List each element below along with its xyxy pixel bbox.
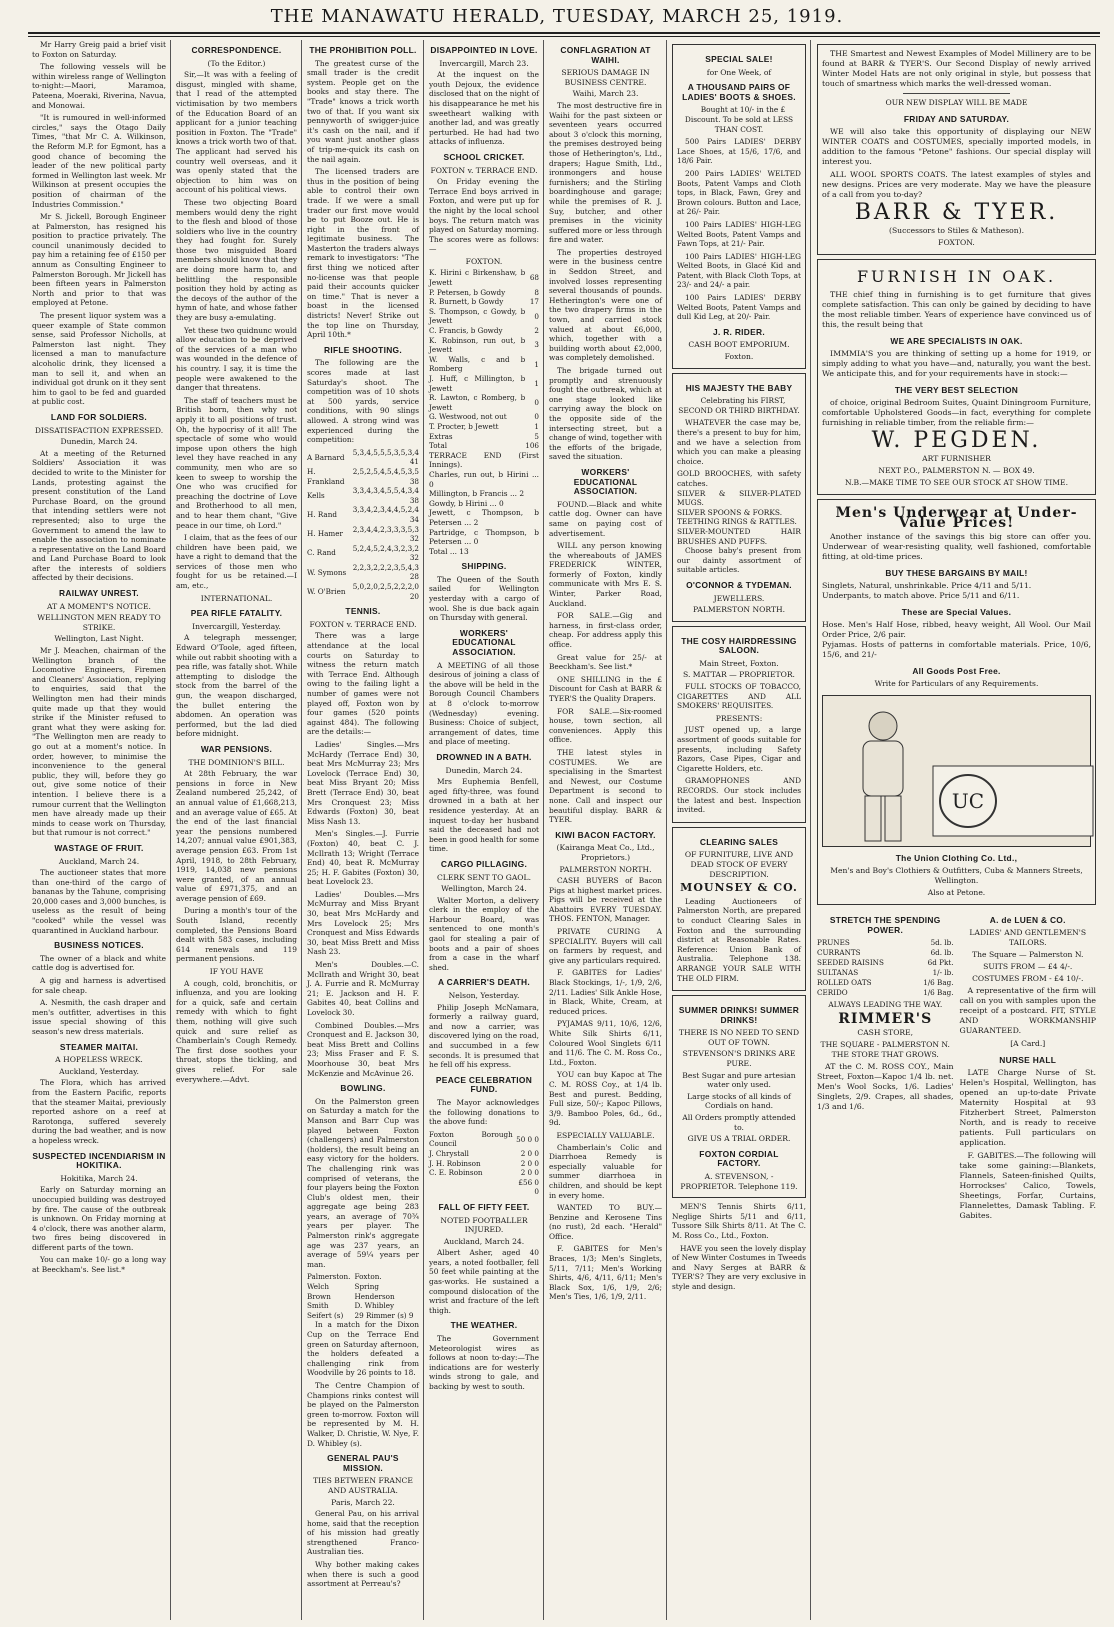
article-body: The Flora, which has arrived from the Eastern Pacific, reports that the steamer Maitai, previously reported ashore on a reef at Rarotonga, suffered severely during the bad weather, and is now a hopeless wreck. <box>32 1078 166 1145</box>
headline-fall-of-fifty-feet: FALL OF FIFTY FEET. <box>438 1201 530 1212</box>
table-row: Extras 5 <box>429 431 539 441</box>
headline-shipping: SHIPPING. <box>461 561 507 572</box>
headline-land-for-soldiers: LAND FOR SOLDIERS. <box>50 411 148 422</box>
clearing-sales-ad <box>672 827 806 991</box>
barr-tyer-ad <box>817 44 1096 255</box>
ad-item: TEETHING RINGS & RATTLES. <box>677 517 797 527</box>
ad-item: SILVER-MOUNTED HAIR BRUSHES AND PUFFS. <box>677 526 801 546</box>
headline-bowling: BOWLING. <box>340 1083 386 1094</box>
dateline: Dunedin, March 24. <box>445 765 523 775</box>
ad-subheading: OF FURNITURE, LIVE AND DEAD STOCK OF EVERY DESCRIPTION. <box>684 850 794 879</box>
article-body: Ladies' Doubles.—Mrs McMurray and Miss Bryant 30, beat Mrs McHardy and Mrs Lovelock 25; Mrs Cronquest and Miss Edwards 30, beat Miss Brett and Miss Nash 23. <box>307 889 419 957</box>
baby-jeweller-ad <box>672 373 806 622</box>
place-name: FOXTON. <box>938 238 975 247</box>
ad-body: Best Sugar and pure artesian water only used. <box>682 1070 796 1090</box>
article-body: Men's Singles.—J. Furrie (Foxton) 40, beat C. J. McIlrath 13; Wright (Terrace End) 40, beat R. McMurray 25; H. F. Gabites (Foxton) 30, beat Lovelock 23. <box>307 829 419 887</box>
table-row: J. H. Robinson 2 0 0 <box>429 1158 539 1168</box>
article-body: The greatest curse of the small trader is the credit system. People get on the books and stay there. The "Trade" knows a trick worth two of that. If you want six pennyworth of swigger-juice it's cash on the nail, and if you want just another glass of trip-me-quick its cash on the nail again. <box>307 58 419 164</box>
ad-body: Choose baby's present from our dainty assortment of suitable articles. <box>677 546 801 575</box>
dateline: Auckland, Yesterday. <box>59 1066 139 1076</box>
table-row: H. Hamer 2,3,4,4,2,3,3,3,5,3 32 <box>307 524 419 544</box>
classified-ad: PYJAMAS 9/11, 10/6, 12/6, White Silk Shirts 6/11, Coloured Wool Singlets 6/11 and 11/6. The C. M. Ross Co., Ltd., Foxton. <box>549 1019 662 1067</box>
address: The Square — Palmerston N. <box>972 950 1084 959</box>
subheadline: CLERK SENT TO GAOL. <box>436 872 531 882</box>
table-row: J. Huff, c Millington, b Jewett 1 <box>429 374 539 393</box>
place-name: Foxton. <box>724 352 754 362</box>
article-body: On Friday evening the Terrace End boys arrived in Foxton, and were put up for the night by the local school boys. The return match was played on Saturday morning. The scores were as follows:— <box>429 177 539 254</box>
column-divider <box>810 40 811 1620</box>
dateline: Hokitika, March 24. <box>60 1173 138 1183</box>
headline-business-notices: BUSINESS NOTICES. <box>54 940 144 951</box>
article-body: At the inquest on the youth Dejoux, the evidence disclosed that on the night of his disappearance he met his sweetheart walking with another lad, and was greatly perturbed. He had had two attacks of influenza. <box>429 70 539 147</box>
ad-subheading: for One Week, of <box>706 67 772 77</box>
news-item: The present liquor system was a queer example of State common sense, said Professor Nicholls, at Palmerston last night. They licensed a man to manufacture alcoholic drink, they licensed a man to sell it, and when an individual got drunk on it they sent him to gaol to be fed and guarded at public cost. <box>32 311 166 407</box>
ad-subheading: PRESENTS: <box>715 713 763 723</box>
ad-body: IMMMIA'S you are thinking of setting up a home for 1919, or simply adding to what you have—and, naturally, you want the best. We anticipate this, and for your requirements have in stock:— <box>822 349 1091 378</box>
column-6 <box>668 40 810 1620</box>
summer-drinks-ad <box>672 995 806 1198</box>
subheadline: (To the Editor.) <box>207 58 266 68</box>
classified-ad: FOUND.—Black and white cattle dog. Owner can have same on paying cost of advertisement. <box>549 499 662 538</box>
advertiser-name: W. PEGDEN. <box>871 428 1042 453</box>
table-row: Foxton Borough Council 50 0 0 <box>429 1129 539 1149</box>
ad-item: GOLD BROOCHES, with safety catches. <box>677 469 801 488</box>
classified-ad: F. GABITES for Men's Braces, 1/3; Men's Singlets, 5/11, 7/11; Men's Working Shirts, 4/6, 4/11, 6/11; Men's Black Sox, 1/6, 1/9, 2/6; Men's Ties, 1/6, 1/9, 2/11. <box>549 1244 662 1302</box>
column-7 <box>813 40 1100 1620</box>
headline-conflagration-waihi: CONFLAGRATION AT WAIHI. <box>560 45 651 65</box>
table-row: Smith D. Whibley <box>307 1301 395 1311</box>
news-item: Mr Harry Greig paid a brief visit to Foxton on Saturday. <box>32 40 166 59</box>
table-row: H. Frankland 2,5,2,5,4,5,4,5,3,5 38 <box>307 466 419 486</box>
advertisement-body: CASH BUYERS of Bacon Pigs at highest market prices. Pigs will be received at the Abattoirs EVERY TUESDAY. THOS. FENTON, Manager. <box>549 876 662 924</box>
ad-heading: Men's Underwear at Under-Value Prices! <box>835 505 1078 531</box>
headline-prohibition-poll: THE PROHIBITION POLL. <box>309 45 417 55</box>
letter-body: Yet these two quidnunc would allow education to be deprived of the services of a man who was wounded in the defence of his country. I say, it is time the people were awakened to the danger that threatens. <box>176 325 297 393</box>
donations-table <box>429 1130 539 1197</box>
article-body: A gig and harness is advertised for sale cheap. <box>32 976 166 995</box>
advertiser-name: BARR & TYER. <box>854 200 1059 225</box>
article-body: Mr J. Meachen, chairman of the Wellington branch of the Locomotive Engineers, Firemen and Cleaners' Association, replying to enquiries, said that the Wellington men had their minds quite made up that they would strike if the Minister refused to grant what they were asking for. "The Wellington men are ready to go out at a moment's notice. In order, however, to minimise the inconvenience to the general public, they will, before they go out, give some notice of their intention. I believe there is a rumour current that the Wellington men have already made up their minds to cease work on Thursday, but that rumour is not correct." <box>32 646 166 838</box>
ad-body: GIVE US A TRIAL ORDER. <box>687 1134 791 1144</box>
article-body: Ladies' Singles.—Mrs McHardy (Terrace End) 30, beat Mrs McMurray 23; Mrs Lovelock (Terrace End) 30, beat Miss Bryant 20; Miss Brett (Terrace End) 30, beat Mrs Cronquest 23; Miss Edwards (Foxton) 30, beat Miss Nash 13. <box>307 739 419 826</box>
advertisement-line: You can make 10/- go a long way at Beeckham's. See list.* <box>32 1255 166 1275</box>
ad-item: 100 Pairs LADIES' HIGH-LEG Welted Boots, in Glacé Kid and Patent, with Black Cloth Tops, at 23/- and 24/- a pair. <box>677 251 801 290</box>
ad-heading: NURSE HALL <box>999 1055 1057 1065</box>
pegden-ad <box>817 259 1096 495</box>
ad-body: THERE IS NO NEED TO SEND OUT OF TOWN. <box>678 1028 800 1047</box>
article-body: The Centre Champion of Champions rinks contest will be played on the Palmerston green to-morrow. Foxton will be represented by M. H. Walker, D. Christie, W. Nye, F. D. Whibley (s). <box>307 1380 419 1448</box>
column-5 <box>545 40 666 1620</box>
masthead: THE MANAWATU HERALD, TUESDAY, MARCH 25, 1919. <box>270 6 844 27</box>
classified-ad: WANTED TO BUY.—Benzine and Kerosene Tins (no rust), 2d each. "Herald" Office. <box>549 1203 662 1241</box>
column-2 <box>172 40 301 1620</box>
column-3 <box>303 40 423 1620</box>
article-body: At 28th February, the war pensions in force in New Zealand numbered 25,242, of an annual value of £1,668,213, and an average value of £65. At the end of the last financial year the pensions numbered 14,207; annual value £901,383, average pension £63. From 1st April, 1918, to 28th February, 1919, 14,038 new pensions were granted, of an annual value of £971,375, and an average pension of £69. <box>176 769 297 903</box>
advertiser-business: CASH STORE, <box>857 1028 914 1037</box>
article-body: The Queen of the South sailed for Wellington yesterday with a cargo of wool. She is due back again on Thursday with general. <box>429 574 539 623</box>
divider <box>903 93 1011 94</box>
news-item: The following vessels will be within wireless range of Wellington to-night:—Maori, Maramoa, Pateena, Moeraki, Riverina, Navua, and Monowai. <box>32 62 166 110</box>
table-row: PRUNES 5d. lb. <box>817 938 954 947</box>
ad-heading: HIS MAJESTY THE BABY <box>685 382 793 393</box>
classified-ad: FOR SALE.—Gig and harness, in first-class order, cheap. For address apply this office. <box>549 611 662 650</box>
subheadline: DISSATISFACTION EXPRESSED. <box>34 425 164 435</box>
ad-item: Pyjamas. Hosts of patterns in comfortable materials. Price, 10/6, 15/6, and 21/- <box>822 640 1091 659</box>
ad-body: FULL STOCKS OF TOBACCO, CIGARETTES AND ALL SMOKERS' REQUISITES. <box>677 682 801 711</box>
article-body: A MEETING of all those desirous of joining a class of the above will be held in the Borough Council Chambers at 8 o'clock to-morrow (Wednesday) evening. Business: Choice of subject, arrangement of dates, time and place of meeting. <box>429 660 539 747</box>
classified-ad: Great value for 25/- at Beeckham's. See list.* <box>549 652 662 672</box>
article-body: At a meeting of the Returned Soldiers' Association it was decided to write to the Minister for Lands, protesting against the present constitution of the Land Purchase Board, on the ground that intending settlers were not represented; also to urge the Government to amend the law to enable the association to nominate a representative on the Land Board and Land Purchase Board to look after the interests of soldiers affected by their decisions. <box>32 448 166 583</box>
ad-label: [A Card.] <box>1010 1039 1046 1048</box>
article-body: The Mayor acknowledges the following donations to the above fund: <box>429 1097 539 1127</box>
headline-rifle-shooting: RIFLE SHOOTING. <box>323 344 402 355</box>
ad-price: COSTUMES FROM - £4 10/-. <box>972 974 1084 983</box>
man-in-underwear-illustration <box>822 695 1091 847</box>
ad-body: ALL WOOL SPORTS COATS. The latest examples of styles and new designs. Prices are very moderate. May we have the pleasure of a call from you to-day? <box>822 170 1091 199</box>
table-row: Palmerston. Foxton. <box>307 1272 382 1282</box>
table-row: H. Rand 3,3,4,2,3,4,4,5,2,4 34 <box>307 505 419 524</box>
headline-school-cricket: SCHOOL CRICKET. <box>443 151 525 162</box>
table-row: SULTANAS 1/- lb. <box>817 968 954 977</box>
ad-note: Write for Particulars of any Requirements. <box>874 679 1039 688</box>
classified-ad: HAVE you seen the lovely display of New Winter Costumes in Tweeds and Navy Serges at BARR & TYER'S? They are very exclusive in style and design. <box>672 1243 806 1291</box>
subheadline: THE DOMINION'S BILL. <box>188 757 285 767</box>
classified-ad: F. GABITES for Ladies' Black Stockings, 1/-, 1/9, 2/6, 2/11. Ladies' Silk Ankle Hose, in Black, White, Cream, at reduced prices. <box>549 968 662 1016</box>
advertiser-business: CASH BOOT EMPORIUM. <box>688 340 790 350</box>
classified-ad: AT the C. M. ROSS COY., Main Street, Foxton—Kapoc 1/4 lb. net. Men's Wool Socks, 1/6. Ladies' Singlets, 2/9. Crapes, all shades, 1/3 and 1/6. <box>817 1062 954 1111</box>
table-row: R. Lawton, c Romberg, b Jewett 0 <box>429 393 539 412</box>
special-sale-ad <box>672 44 806 369</box>
headline-steamer-maitai: STEAMER MAITAI. <box>59 1041 139 1052</box>
article-body: The owner of a black and white cattle dog is advertised for. <box>32 953 166 973</box>
advertiser-name: The Union Clothing Co. Ltd., <box>895 853 1018 863</box>
bottom-ads-row <box>817 909 1096 1224</box>
ad-item: 100 Pairs LADIES' DERBY Welted Boots, Patent Vamps and dull Kid Leg, at 20/- Pair. <box>677 293 801 322</box>
innings-heading: TERRACE END (First Innings). <box>429 450 539 470</box>
ad-heading: CLEARING SALES <box>699 836 779 847</box>
ad-heading: A THOUSAND PAIRS OF LADIES' BOOTS & SHOES. <box>682 82 796 102</box>
ad-item: Hose. Men's Half Hose, ribbed, heavy weight, All Wool. Our Mail Order Price, 2/6 pair. <box>822 620 1091 639</box>
hairdressing-ad <box>672 626 806 823</box>
dateline: Paris, March 22. <box>331 1497 395 1507</box>
address: Main Street, Foxton. <box>699 658 779 668</box>
subheadline: WELLINGTON MEN READY TO STRIKE. <box>37 613 161 632</box>
ad-heading: ESPECIALLY VALUABLE. <box>556 1130 655 1140</box>
ad-body: Another instance of the savings this big store can offer you. Underwear of wear-resisting quality, well fashioned, comfortable fitting, at old-time prices. <box>822 532 1091 561</box>
classified-ad: MEN'S Tennis Shirts 6/11, Neglige Shirts 5/11 and 6/11, Tussore Silk Shirts 8/11. At The C. M. Ross Co., Ltd., Foxton. <box>672 1202 806 1240</box>
table-row: Brown Henderson <box>307 1291 395 1301</box>
score-line: Charles, run out, b Hirini ... 0 <box>429 469 539 489</box>
letter-body: I claim, that as the fees of our children have been paid, we have a right to demand that the services of those men who fought for us be retained.—I am, etc., <box>176 533 297 591</box>
headline-general-pau: GENERAL PAU'S MISSION. <box>327 1453 399 1473</box>
rifle-scores-table <box>307 448 419 602</box>
table-row: K. Hirini c Birkenshaw, b Jewett 68 <box>429 268 539 288</box>
subheadline: (Kairanga Meat Co., Ltd., Proprietors.) <box>556 843 655 862</box>
article-body: The properties destroyed were in the business centre in Seddon Street, and involved losses representing several thousands of pounds. Hetherington's were one of the two drapery firms in the town, and carried stock valued at about £6,000, which, together with a building worth about £2,000, was completely demolished. <box>549 247 662 363</box>
advertiser-name: MOUNSEY & CO. <box>680 881 798 895</box>
ad-body: of choice, original Bedroom Suites, Quaint Diningroom Furniture, comfortable Upholstered Goods—in fact, everything for complete furnishing in reliable timber, from the reliable firm:— <box>822 398 1091 427</box>
subheadline: A HOPELESS WRECK. <box>55 1055 143 1065</box>
column-divider <box>666 40 667 1620</box>
advertiser-name: FOXTON CORDIAL FACTORY. <box>699 1148 779 1169</box>
ad-body: Large stocks of all kinds of Cordials on hand. <box>687 1091 791 1111</box>
de-luen-ad <box>960 909 1097 1224</box>
headline-wastage-of-fruit: WASTAGE OF FRUIT. <box>54 842 144 853</box>
score-line: Total ... 13 <box>429 546 469 556</box>
headline-peace-fund: PEACE CELEBRATION FUND. <box>435 1074 533 1095</box>
classified-ad: Chamberlain's Colic and Diarrhoea Remedy is especially valuable for summer diarrhoea in children, and should be kept in every home. <box>549 1142 662 1200</box>
score-line: Gowdy, b Hirini ... 0 <box>429 498 504 508</box>
ad-heading: IF YOU HAVE <box>209 967 264 977</box>
ad-body: STEVENSON'S DRINKS ARE PURE. <box>682 1049 796 1069</box>
advertiser-name: RIMMER'S <box>838 1011 933 1027</box>
headline-incendiarism: SUSPECTED INCENDIARISM IN HOKITIKA. <box>32 1150 166 1171</box>
column-1 <box>28 40 170 1620</box>
ad-body: Celebrating his FIRST, SECOND OR THIRD BIRTHDAY. <box>678 396 800 415</box>
ad-body: WE will also take this opportunity of displaying our NEW WINTER COATS and COSTUMES, specially imported models, in addition to the famous "Petone" fashions. Our special display will interest you. <box>822 127 1091 166</box>
column-divider <box>170 40 171 1620</box>
article-body: Albert Asher, aged 40 years, a noted footballer, fell 50 feet while painting at the gas-works. He sustained a compound dislocation of the wrist and fracture of the left thigh. <box>429 1248 539 1315</box>
table-row: C. Francis, b Gowdy 2 <box>429 326 539 336</box>
dateline: Waihi, March 23. <box>572 89 639 99</box>
advertisement-body: PRIVATE CURING A SPECIALITY. Buyers will call on farmers by request, and give any particulars required. <box>549 927 662 965</box>
article-body: In a match for the Dixon Cup on the Terrace End green on Saturday afternoon, the holders defeated a challenging rink from Woodville by 26 points to 18. <box>307 1320 419 1378</box>
article-body: The following are the scores made at last Saturday's shoot. The competition was of 10 shots at 500 yards, service conditions, with 90 slings allowed. A strong wind was experienced during the competition: <box>307 358 419 445</box>
ad-subheading: These are Special Values. <box>901 607 1012 617</box>
column-divider <box>301 40 302 1620</box>
table-row: K. Robinson, run out, b Jewett 3 <box>429 335 539 355</box>
svg-text:UC: UC <box>951 789 985 813</box>
address: Men's and Boy's Clothiers & Outfitters, Cuba & Manners Streets, Wellington. <box>830 866 1083 885</box>
subheadline: NOTED FOOTBALLER INJURED. <box>440 1215 528 1235</box>
table-row: Kells 3,3,4,3,4,5,5,4,3,4 38 <box>307 486 419 505</box>
dateline: Auckland, March 24. <box>58 856 140 866</box>
table-row: T. Procter, b Jewett 1 <box>429 421 539 431</box>
ad-heading: THE VERY BEST SELECTION <box>894 385 1019 395</box>
article-body: The brigade turned out promptly and strenuously fought the outbreak, which at one stage looked like carrying away the block on the opposite side of the intersecting street, but a change of wind, together with the efforts of the brigade, saved the situation. <box>549 366 662 462</box>
headline-workers-education: WORKERS' EDUCATIONAL ASSOCIATION. <box>452 627 516 658</box>
table-row: Total 106 <box>429 441 539 451</box>
table-row: P. Petersen, b Gowdy 8 <box>429 287 539 297</box>
ad-heading: STRETCH THE SPENDING POWER. <box>829 915 941 935</box>
letter-body: Sir,—It was with a feeling of disgust, mingled with shame, that I read of the attempted victimisation by two members of the Education Board of an applicant for a junior teaching position in Foxton. The "Trade" knows a trick worth two of that. The applicant had served his country well overseas, and it was openly stated that the objection to him was on account of his political views. <box>176 70 297 195</box>
ad-heading: FRIDAY AND SATURDAY. <box>903 114 1010 124</box>
article-body: Mrs Euphemia Benfell, aged fifty-three, was found drowned in a bath at her residence yesterday. At an inquest to-day her husband said the deceased had not been in good health for some time. <box>429 777 539 854</box>
dateline: Wellington, Last Night. <box>54 634 144 644</box>
headline-kiwi-bacon: KIWI BACON FACTORY. <box>555 829 656 840</box>
ad-item: 200 Pairs LADIES' WELTED Boots, Patent Vamps and Cloth tops, in Black, Fawn, Grey and Brown colours. Button and Lace, at 26/- Pair. <box>677 168 801 217</box>
ad-note: All Goods Post Free. <box>912 666 1001 676</box>
ad-item: Underpants, to match above. Price 5/11 and 6/11. <box>822 591 1020 600</box>
masthead-rule-thin <box>28 36 1100 37</box>
ad-body: Leading Auctioneers of Palmerston North, are prepared to conduct Clearing Sales in Foxton and the surrounding district at Reasonable Rates. Reference: Union Bank of Australia. Telephone 138. ARRANGE YOUR SALE WITH THE OLD FIRM. <box>677 896 801 983</box>
union-clothing-ad <box>817 499 1096 905</box>
headline-weather: THE WEATHER. <box>450 1320 518 1331</box>
team-name: FOXTON. <box>465 256 503 266</box>
ad-body: A representative of the firm will call on you with samples upon the receipt of a postcard. FIT, STYLE AND WORKMANSHIP GUARANTEED. <box>959 986 1096 1035</box>
ad-body: All Orders promptly attended to. <box>682 1113 796 1132</box>
headline-workers-association: WORKERS' EDUCATIONAL ASSOCIATION. <box>573 466 638 497</box>
article-body: The licensed traders are thus in the position of being able to control their own trade. If we were a small trader our first move would be to put Booze out. He is right in the front of legitimate business. The Masterton the traders always remark to investigators: "The first thing we noticed after no-license was that people paid their accounts quicker on time." That is never a boast in the licensed districts! Never! Strike out the top line on Thursday, April 10th.* <box>307 167 419 340</box>
ad-item: 500 Pairs LADIES' DERBY Lace Shoes, at 15/6, 17/6, and 18/6 Pair. <box>677 137 801 166</box>
article-body: There was a large attendance at the local courts on Saturday to witness the return match with Terrace End. Although owing to the failing light a number of games were not played off, Foxton won by four games (520 points against 484). The following are the details:— <box>307 631 419 737</box>
score-line: Partridge, c Thompson, b Petersen ... 0 <box>429 527 539 547</box>
headline-correspondence: CORRESPONDENCE. <box>191 45 282 55</box>
ad-body: THE chief thing in furnishing is to get furniture that gives complete satisfaction. This can only be gained by deciding to have the most reliable timber. Years of experience have convinced us of this, the result being that <box>822 290 1091 329</box>
ad-heading: THE COSY HAIRDRESSING SALOON. <box>681 635 797 656</box>
proprietor: S. MATTAR — PROPRIETOR. <box>683 670 795 680</box>
bowling-table <box>307 1272 419 1320</box>
classified-ad: F. GABITES.—The following will take some gaining:—Blankets, Flannels, Sateen-finished Quilts, Horrockses' Calico, Towels, Sheetings, Forfar, Curtains, Flannelettes, Damask Tabling. F. Gabites. <box>959 1151 1096 1220</box>
article-body: The Government Meteorologist wires as follows at noon to-day:—The indications are for westerly winds strong to gale, and backing by west to south. <box>429 1334 539 1391</box>
table-row: W. O'Brien 5,0,2,0,2,5,2,2,2,0 20 <box>307 582 419 601</box>
table-row: R. Burnett, b Gowdy 17 <box>429 297 539 307</box>
advertisement-body: A cough, cold, bronchitis, or influenza, and you are looking for a quick, safe and certain remedy with which to fight them, nothing will give such quick and sure relief as Chamberlain's Cough Remedy. The first dose soothes your throat, stops the tickling, and gives relief. For sale everywhere.—Advt. <box>176 978 297 1084</box>
table-row: CERIDO 1/6 Bag. <box>817 988 954 997</box>
table-row: Welch Spring <box>307 1282 380 1292</box>
ad-heading: BUY THESE BARGAINS BY MAIL! <box>885 568 1028 578</box>
table-row: G. Westwood, not out 0 <box>429 412 539 422</box>
table-row: C. E. Robinson 2 0 0 <box>429 1168 539 1178</box>
table-row: A Barnard 5,3,4,5,5,5,3,5,3,4 41 <box>307 447 419 467</box>
article-body: Philip Joseph McNamara, formerly a railway guard, and now a carrier, was discovered lying on the road, and succumbed in a few seconds. It is presumed that he fell off his express. <box>429 1002 539 1070</box>
column-4 <box>425 40 543 1620</box>
advertiser-name: J. R. RIDER. <box>713 326 765 337</box>
subheadline: FOXTON v. TERRACE END. <box>309 619 417 629</box>
score-line: Jewett, c Thompson, b Petersen ... 2 <box>429 508 539 527</box>
advertiser-business: ART FURNISHER <box>922 454 991 463</box>
letter-body: These two objecting Board members would deny the right to the flesh and blood of those soldiers who live in the country they had fought for. Surely those two misguided Board members should know that they are doing more harm to, and belittling the responsible position they hold by acting as the decoys of the author of the hymn of hate, and whose father they are busy a-emulating. <box>176 197 297 323</box>
ad-item: SILVER SPOONS & FORKS. <box>677 507 783 517</box>
ad-item: Singlets, Natural, unshrinkable. Price 4/11 and 5/11. <box>822 581 1032 590</box>
table-row: W. Symons 2,2,3,2,2,2,3,5,4,3 28 <box>307 562 419 582</box>
classified-ad: YOU can buy Kapoc at The C. M. ROSS Coy., at 1/4 lb. Best and purest. Bedding, Full size, 50/-; Kapoc Pillows, 3/9. Bamboo Poles, 6d., 6d., 9d. <box>549 1070 662 1128</box>
cricket-scores-table <box>429 268 539 450</box>
headline-disappointed-in-love: DISAPPOINTED IN LOVE. <box>430 45 538 55</box>
table-row: W. Walls, c and b Romberg 1 <box>429 354 539 374</box>
article-body: Combined Doubles.—Mrs Cronquest and E. Jackson 30, beat Miss Brett and Collins 23; Miss Fraser and F. S. Moorhouse 30, beat Mrs McKenzie and McAvinue 26. <box>307 1020 419 1078</box>
article-body: Men's Doubles.—C. McIlrath and Wright 30, beat J. A. Furrie and R. McMurray 21; E. Jackson and H. F. Gabites 40, beat Collins and Lovelock 30. <box>307 960 419 1017</box>
table-row: ROLLED OATS 1/6 Bag. <box>817 978 954 987</box>
classified-ad: THE latest styles in COSTUMES. We are specialising in the Smartest and Newest, our Costume Department is second to none. Call and inspect our beautiful display. BARR & TYER. <box>549 747 662 825</box>
ad-note: N.B.—MAKE TIME TO SEE OUR STOCK AT SHOW TIME. <box>844 478 1068 487</box>
advertiser-note: (Successors to Stiles & Matheson). <box>889 226 1024 235</box>
address: Also at Petone. <box>927 888 986 897</box>
subheadline: SERIOUS DAMAGE IN BUSINESS CENTRE. <box>561 68 650 87</box>
classified-ad: ONE SHILLING in the £ Discount for Cash at BARR & TYER'S the Quality Drapers. <box>549 674 662 703</box>
article-body: A telegraph messenger, Edward O'Toole, aged fifteen, while out rabbit shooting with a pea rifle, was fatally shot. While attempting to dislodge the stock from the barrel of the gun, the weapon discharged, the bullet entering the abdomen. An operation was performed, but the lad died before midnight. <box>176 633 297 739</box>
ad-heading: FURNISH IN OAK. <box>856 267 1057 286</box>
dateline: Auckland, March 24. <box>443 1236 525 1246</box>
advertiser-name: O'CONNOR & TYDEMAN. <box>686 579 792 590</box>
classified-ad: FOR SALE.—Six-roomed house, town section, all conveniences. Apply this office. <box>549 706 662 745</box>
advertiser-business: JEWELLERS. <box>713 593 765 603</box>
subheadline: FOXTON v. TERRACE END. <box>430 165 538 175</box>
article-body: Walter Morton, a delivery clerk in the employ of the Harbour Board, was sentenced to one month's gaol for stealing a pair of boots and a pair of shoes from a case in the wharf shed. <box>429 895 539 972</box>
advertiser-business: LADIES' AND GENTLEMEN'S TAILORS. <box>969 928 1087 947</box>
news-item: Mr S. Jickell, Borough Engineer at Palmerston, has resigned his position to practice privately. The council unanimously decided to pay him a retaining fee of £150 per annum as Consulting Engineer to Palmerston Borough. Mr Jickell has been fifteen years in Palmerston North and prior to that was employed at Petone. <box>32 212 166 308</box>
headline-cargo-pillaging: CARGO PILLAGING. <box>440 858 528 869</box>
ad-body: Bought at 10/- in the £ Discount. To be sold at LESS THAN COST. <box>684 105 794 134</box>
classified-ad: WILL any person knowing the whereabouts of JAMES FREDERICK WINTER, formerly of Foxton, kindly communicate with Mrs E. S. Winter, Parker Road, Auckland. <box>549 541 662 608</box>
table-row: Seifert (s) 29 Rimmer (s) 9 <box>307 1310 414 1320</box>
advertisement-line: Why bother making cakes when there is such a good assortment at Perreau's? <box>307 1560 419 1589</box>
ad-heading: WE ARE SPECIALISTS IN OAK. <box>890 336 1023 346</box>
article-body: On the Palmerston green on Saturday a match for the Manson and Barr Cup was played between Foxton (challengers) and Palmerston (holders), the result being an easy victory for the holders. The challenging rink was comprised of veterans, the four players being the Foxton Club's oldest men, their aggregate age being 283 years, an average of 70¾ years per player. The Palmerston rink's aggregate age was 237 years, an average of 59¼ years per man. <box>307 1096 419 1269</box>
subheadline: TIES BETWEEN FRANCE AND AUSTRALIA. <box>313 1476 413 1495</box>
article-body: During a month's tour of the South Island, recently completed, the Pensions Board dealt with 583 cases, including 614 renewals and 119 permanent pensions. <box>176 906 297 964</box>
dateline: Invercargill, March 23. <box>439 58 529 68</box>
dateline: Nelson, Yesterday. <box>448 991 520 1001</box>
rimmer-ad <box>817 909 954 1224</box>
headline-carriers-death: A CARRIER'S DEATH. <box>437 977 531 988</box>
table-row: CURRANTS 6d. lb. <box>817 948 954 957</box>
ad-body: LATE Charge Nurse of St. Helen's Hospital, Wellington, has opened an up-to-date Private Maternity Hospital at 93 Fitzherbert Street, Palmerston North, and is ready to receive patients. Full particulars on application. <box>959 1068 1096 1147</box>
table-row: £56 0 0 <box>518 1177 539 1197</box>
grocery-price-table <box>817 938 954 998</box>
ad-body: JUST opened up, a large assortment of goods suitable for presents, including Safety Razors, Case Pipes, Cigar and Cigarette Holders, etc. <box>677 725 801 773</box>
article-body: The most destructive fire in Waihi for the past sixteen or seventeen years occurred about 3 o'clock this morning, the premises destroyed being those of Hetherington's, Ltd., drapers; Hague Smith, Ltd., ironmongers and house furnishers; and the Stirling boardinghouse and garage; while the premises of R. J. Suy, butcher, and other premises in the vicinity suffered more or less through fire and water. <box>549 100 662 245</box>
place-name: PALMERSTON NORTH. <box>559 864 652 874</box>
dateline: Wellington, March 24. <box>441 884 527 894</box>
dateline: Dunedin, March 24. <box>60 437 138 447</box>
headline-drowned-in-bath: DROWNED IN A BATH. <box>436 751 532 762</box>
headline-railway-unrest: RAILWAY UNREST. <box>59 588 139 599</box>
letter-body: The staff of teachers must be British born, then why not apply it to all positions of trust. Oh, the hypocrisy of it all! The spectacle of some who would impose upon others the high level they have reached in any community, men who are so keen to sweep to worship the One who was crucified for preaching the doctrine of Love and Brotherhood to all men, and to hear them chant, "Give peace in our time, oh Lord." <box>176 395 297 530</box>
ad-body: WHATEVER the case may be, there's a present to buy for him, and we have a selection from which you can make a pleasing choice. <box>677 418 801 466</box>
ad-item: SILVER & SILVER-PLATED MUGS. <box>677 488 801 508</box>
address: NEXT P.O., PALMERSTON N. — BOX 49. <box>878 466 1035 475</box>
article-body: The auctioneer states that more than one-third of the cargo of bananas by the Tahune, comprising 20,000 cases and 3,000 bunches, is useless as the result of being "cooked" while the vessel was quarantined in Auckland harbour. <box>32 868 166 935</box>
article-body: General Pau, on his arrival home, said that the reception of his mission had greatly strengthened Franco-Australian ties. <box>307 1509 419 1557</box>
ad-heading: OUR NEW DISPLAY WILL BE MADE <box>885 98 1028 107</box>
subheadline: AT A MOMENT'S NOTICE. <box>47 601 151 611</box>
ad-price: SUITS FROM — £4 4/-. <box>983 962 1073 971</box>
address: THE SQUARE - PALMERSTON N. THE STORE THAT GROWS. <box>820 1040 950 1059</box>
letter-signature: INTERNATIONAL. <box>200 593 273 603</box>
column-divider <box>543 40 544 1620</box>
score-line: Millington, b Francis ... 2 <box>429 489 525 499</box>
headline-pea-rifle: PEA RIFLE FATALITY. <box>190 608 283 619</box>
headline-tennis: TENNIS. <box>345 606 381 617</box>
ad-slogan: ALWAYS LEADING THE WAY. <box>828 1000 943 1009</box>
news-item: "It is rumoured in well-informed circles," says the Otago Daily Times, "that Mr C. A. Wilkinson, the Reform M.P. for Egmont, has a good chance of becoming the leader of the new political party formed in Wellington last week. Mr Wilkinson at present occupies the position of chairman of the Industries Commission." <box>32 113 166 209</box>
advertiser-name: A. de LUEN & CO. <box>989 915 1066 925</box>
article-body: Early on Saturday morning an unoccupied building was destroyed by fire. The cause of the outbreak is unknown. On Friday morning at 4 o'clock, there was another alarm, two fires being discovered in different parts of the town. <box>32 1185 166 1252</box>
table-row: J. Chrystall 2 0 0 <box>429 1148 539 1158</box>
table-row: SEEDED RAISINS 6d Pkt. <box>817 958 954 967</box>
place-name: PALMERSTON NORTH. <box>692 605 786 615</box>
proprietor: A. STEVENSON, - PROPRIETOR. Telephone 119. <box>680 1172 798 1191</box>
ad-body: THE Smartest and Newest Examples of Model Millinery are to be found at BARR & TYER'S. Our Second Display of newly arrived Winter Model Hats are not only original in style, but possess that touch of smartness which marks the well-dressed woman. <box>822 49 1091 88</box>
table-row: C. Rand 5,2,4,5,2,4,3,2,3,2 32 <box>307 543 419 563</box>
column-divider <box>423 40 424 1620</box>
ad-body: GRAMOPHONES AND RECORDS. Our stock includes the latest and best. Inspection invited. <box>677 776 801 815</box>
table-row: S. Thompson, c Gowdy, b Jewett 0 <box>429 306 539 326</box>
ad-heading: SUMMER DRINKS! SUMMER DRINKS! <box>678 1005 800 1025</box>
headline-war-pensions: WAR PENSIONS. <box>200 743 273 754</box>
masthead-rule <box>28 32 1100 34</box>
ad-heading: SPECIAL SALE! <box>705 54 773 64</box>
article-body: A. Nesmith, the cash draper and men's outfitter, advertises in this issue special showing of this season's new dress materials. <box>32 998 166 1036</box>
dateline: Invercargill, Yesterday. <box>192 621 281 631</box>
ad-item: 100 Pairs LADIES' HIGH-LEG Welted Boots, Patent Vamps and Fawn Tops, at 21/- Pair. <box>677 219 801 249</box>
